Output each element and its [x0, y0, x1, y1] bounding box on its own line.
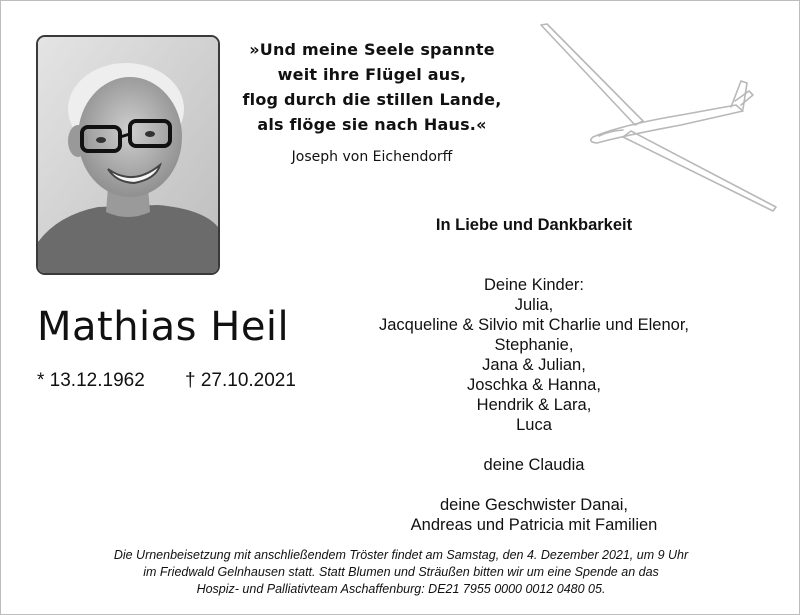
- child-entry: Jana & Julian,: [482, 356, 586, 374]
- quote-line: »Und meine Seele spannte: [249, 40, 495, 59]
- birth-date: * 13.12.1962: [37, 370, 145, 391]
- mourners-list: [339, 215, 729, 535]
- partner-entry: deine Claudia: [483, 456, 585, 474]
- siblings-entry: deine Geschwister Danai,: [439, 496, 628, 514]
- child-entry: Luca: [516, 416, 552, 434]
- child-entry: Stephanie,: [494, 336, 574, 354]
- mourners-heading: In Liebe und Dankbarkeit: [435, 216, 633, 234]
- children-title: Deine Kinder:: [484, 276, 584, 294]
- funeral-notice-line: im Friedwald Gelnhausen statt. Statt Blumen und Sträußen bitten wir um eine Spende an das: [143, 565, 659, 579]
- funeral-notice-line: Die Urnenbeisetzung mit anschließendem Tröster findet am Samstag, den 4. Dezember 2021, um 9 Uhr: [113, 548, 689, 562]
- child-entry: Julia,: [514, 296, 554, 314]
- funeral-notice-line: Hospiz- und Palliativteam Aschaffenburg: DE21 7955 0000 0012 0480 05.: [196, 582, 606, 596]
- portrait-photo: [36, 35, 220, 275]
- child-entry: Jacqueline & Silvio mit Charlie und Elenor,: [379, 316, 689, 334]
- funeral-notice: [21, 547, 781, 598]
- quote: [237, 37, 507, 137]
- portrait-illustration: [38, 37, 218, 273]
- quote-author: Joseph von Eichendorff: [291, 149, 453, 165]
- child-entry: Hendrik & Lara,: [476, 396, 592, 414]
- death-date: † 27.10.2021: [185, 370, 296, 391]
- glider-icon: [531, 21, 781, 221]
- deceased-name: Mathias Heil: [37, 304, 290, 350]
- quote-line: flog durch die stillen Lande,: [242, 90, 502, 109]
- siblings-entry: Andreas und Patricia mit Familien: [410, 516, 658, 534]
- quote-line: als flöge sie nach Haus.«: [257, 115, 487, 134]
- quote-line: weit ihre Flügel aus,: [277, 65, 467, 84]
- child-entry: Joschka & Hanna,: [467, 376, 601, 394]
